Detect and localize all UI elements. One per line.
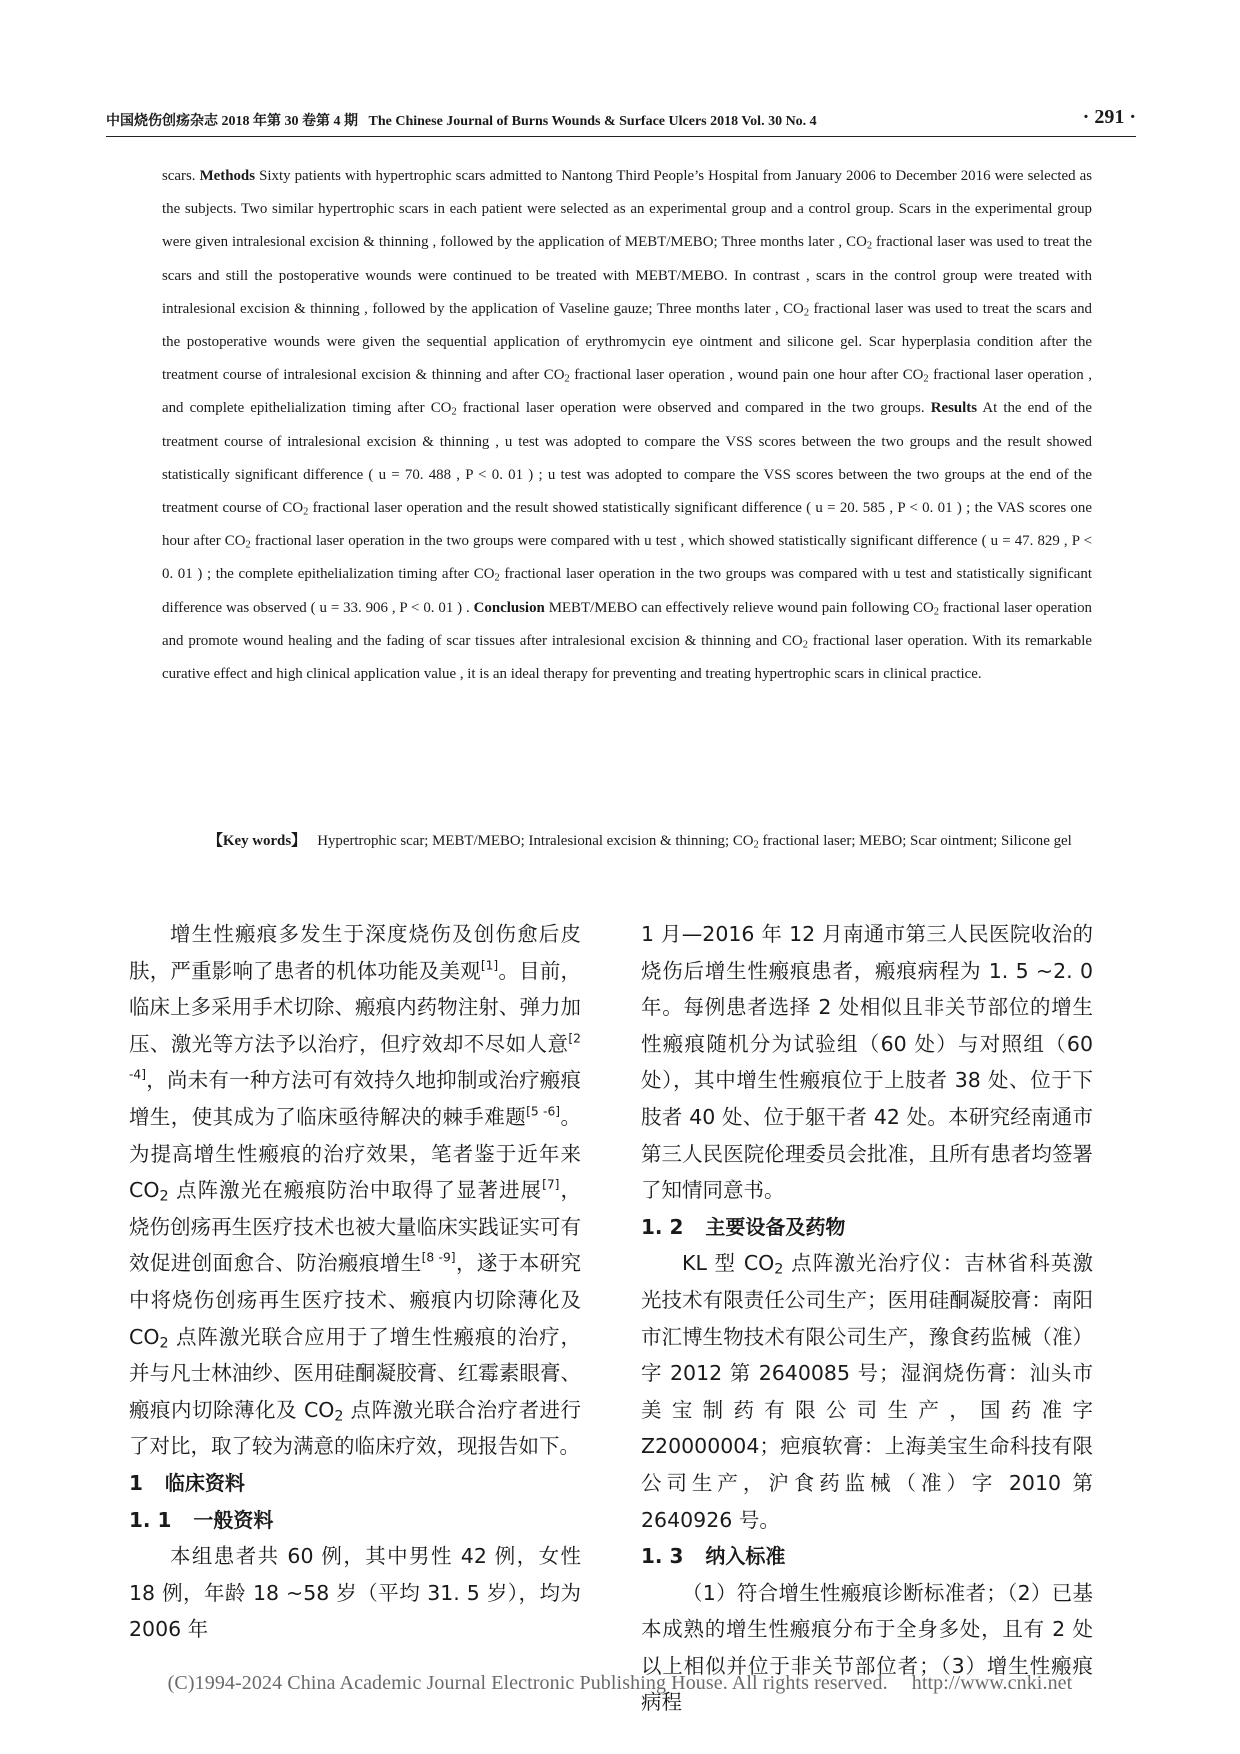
results-label: Results	[930, 400, 978, 417]
cnki-link[interactable]: http://www.cnki.net	[911, 1672, 1073, 1694]
introduction-paragraph: 增生性瘢痕多发生于深度烧伤及创伤愈后皮肤，严重影响了患者的机体功能及美观[1]。目前，临床上多采用手术切除、瘢痕内药物注射、弹力加压、激光等方法予以治疗，但疗效却不尽如人意[2 -4]，尚未有一种方法可有效持久地抑制或治疗瘢痕增生，使其成为了临床亟待解决的棘手难题[5 -6]。为提高增生性瘢痕的治疗效果，笔者鉴于近年来 $CO_2$ 点阵激光在瘢痕防治中取得了显著进展[7]，烧伤创疡再生医疗技术也被大量临床实践证实可有效促进创面愈合、防治瘢痕增生[8 -9]，遂于本研究中将烧伤创疡再生医疗技术、瘢痕内切除薄化及 $CO_2$ 点阵激光联合应用于了增生性瘢痕的治疗，并与凡士林油纱、医用硅酮凝胶膏、红霉素眼膏、瘢痕内切除薄化及 $CO_2$ 点阵激光联合治疗者进行了对比，取了较为满意的临床疗效，现报告如下。	[129, 922, 582, 1459]
conclusion-text: MEBT/MEBO can effectively relieve wound pain following $CO_2$ fractional laser operation and promote wound healing and the fading of scar tissues after intralesional excision & thinning and $CO_2$ fractional laser operation. With its remarkable curative effect and high clinical application value , it is an ideal therapy for preventing and treating hypertrophic scars in clinical practice.	[162, 599, 1092, 683]
section-heading-equipment: 1. 2 主要设备及药物	[641, 1214, 846, 1239]
equipment-paragraph: KL 型 $CO_2$ 点阵激光治疗仪：吉林省科英激光技术有限责任公司生产；医用硅酮凝胶膏：南阳市汇博生物技术有限公司生产，豫食药监械（准）字 2012 第 2640085 号；湿润烧伤膏：汕头市美宝制药有限公司生产，国药准字 Z20000004；疤痕软膏：上海美宝生命科技有限公司生产，沪食药监械（准）字 2010 第 2640926 号。	[641, 1251, 1093, 1532]
general-data-continued: 1 月—2016 年 12 月南通市第三人民医院收治的烧伤后增生性瘢痕患者，瘢痕病程为 1. 5 ~2. 0 年。每例患者选择 2 处相似且非关节部位的增生性瘢痕随机分为试验组（60 处）与对照组（60 处），其中增生性瘢痕位于上肢者 38 处、位于下肢者 40 处、位于躯干者 42 处。本研究经南通市第三人民医院伦理委员会批准，且所有患者均签署了知情同意书。	[641, 922, 1093, 1203]
section-heading-inclusion-criteria: 1. 3 纳入标准	[641, 1544, 786, 1569]
general-data-paragraph: 本组患者共 60 例，其中男性 42 例，女性 18 例，年龄 18 ~58 岁（平均 31. 5 岁），均为 2006 年	[129, 1544, 581, 1642]
conclusion-label: Conclusion	[473, 599, 545, 616]
reference-link[interactable]: [2 -4]	[129, 1031, 581, 1082]
methods-text: Sixty patients with hypertrophic scars admitted to Nantong Third People’s Hospital from January 2006 to December 2016 were selected as the subjects. Two similar hypertrophic scars in each patient were selected as an experimental group and a control group. Scars in the experimental group were given intralesional excision & thinning , followed by the application of MEBT/MEBO; Three months later , $CO_2$ fractional laser was used to treat the scars and still the postoperative wounds were continued to be treated with MEBT/MEBO. In contrast , scars in the control group were treated with intralesional excision & thinning , followed by the application of Vaseline gauze; Three months later , $CO_2$ fractional laser was used to treat the scars and the postoperative wounds were given the sequential application of erythromycin eye ointment and silicone gel. Scar hyperplasia condition after the treatment course of intralesional excision & thinning and after $CO_2$ fractional laser operation , wound pain one hour after $CO_2$ fractional laser operation , and complete epithelialization timing after $CO_2$ fractional laser operation were observed and compared in the two groups.	[162, 168, 1093, 419]
keywords-list: Hypertrophic scar; MEBT/MEBO; Intralesional excision & thinning; $CO_2$ fractional laser; MEBO; Scar ointment; Silicone gel	[317, 833, 1072, 851]
keywords	[162, 826, 1092, 857]
journal-title-cn: 中国烧伤创疡杂志 2018 年第 30 卷第 4 期	[106, 114, 358, 129]
inclusion-criteria-paragraph: （1）符合增生性瘢痕诊断标准者；（2）已基本成熟的增生性瘢痕分布于全身多处，且有 2 处以上相似并位于非关节部位者；（3）增生性瘢痕病程	[641, 1580, 1093, 1715]
reference-link[interactable]: [8 -9]	[421, 1250, 456, 1265]
section-heading-general-data: 1. 1 一般资料	[129, 1507, 274, 1532]
page-number: · 291 ·	[1082, 106, 1136, 128]
reference-link[interactable]: [7]	[542, 1177, 560, 1192]
copyright-notice: (C)1994-2024 China Academic Journal Electronic Publishing House. All rights reserved.	[167, 1672, 888, 1694]
english-abstract	[162, 160, 1092, 691]
left-column	[129, 916, 581, 1648]
journal-citation	[106, 110, 817, 130]
results-text: At the end of the treatment course of intralesional excision & thinning , u test was adopted to compare the VSS scores between the two groups and the result showed statistically significant difference ( u = 70. 488 , P < 0. 01 ) ; u test was adopted to compare the VSS scores between the two groups at the end of the treatment course of $CO_2$ fractional laser operation and the result showed statistically significant difference ( u = 20. 585 , P < 0. 01 ) ; the VAS scores one hour after $CO_2$ fractional laser operation in the two groups were compared with u test , which showed statistically significant difference ( u = 47. 829 , P < 0. 01 ) ; the complete epithelialization timing after $CO_2$ fractional laser operation in the two groups was compared with u test and statistically significant difference was observed ( u = 33. 906 , P < 0. 01 ) .	[162, 400, 1093, 616]
reference-link[interactable]: [1]	[480, 957, 499, 972]
journal-title-en: The Chinese Journal of Burns Wounds & Surface Ulcers 2018 Vol. 30 No. 4	[368, 114, 817, 129]
methods-label: Methods	[199, 168, 256, 184]
right-column	[641, 916, 1093, 1721]
running-header	[106, 106, 1136, 137]
reference-link[interactable]: [5 -6]	[526, 1104, 561, 1119]
copyright-footer	[0, 1672, 1240, 1695]
abstract-lead: scars.	[162, 168, 196, 184]
keywords-label: 【Key words】	[208, 833, 307, 849]
section-heading-clinical-data: 1 临床资料	[129, 1470, 245, 1495]
